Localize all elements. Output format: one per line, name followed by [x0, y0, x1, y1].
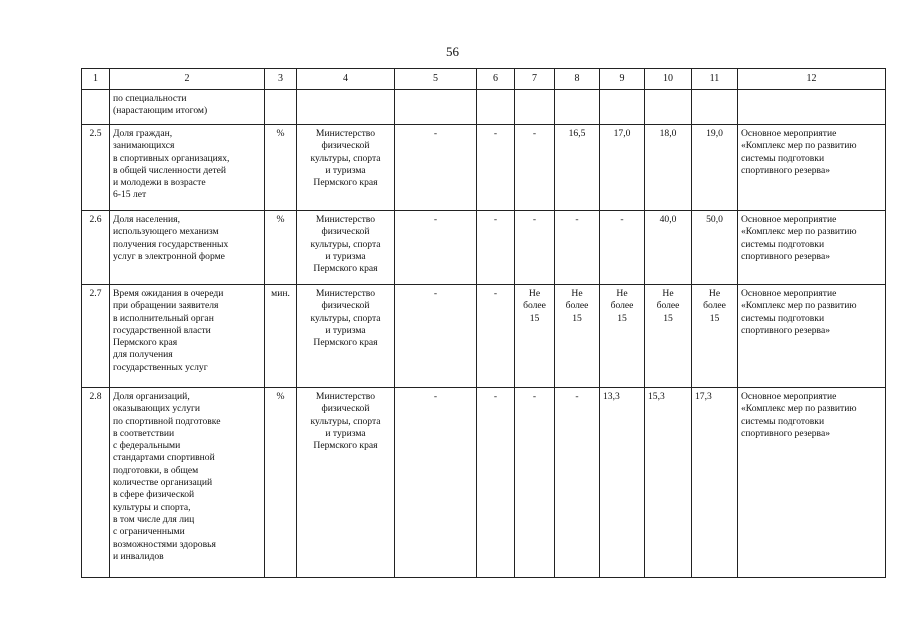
header-row: [82, 69, 886, 90]
table-row: [82, 388, 886, 578]
unit-cell: %: [265, 125, 297, 211]
value-cell: 19,0: [692, 125, 738, 211]
indicator-name-cell: Доля организаций, оказывающих услуги по спортивной подготовке в соответствии с федеральными стандартами спортивной подготовки, в общем количестве организаций в сфере физической культуры и спорта, в том числе для лиц с ограниченными возможностями здоровья и инвалидов: [110, 388, 265, 578]
value-cell: -: [515, 388, 555, 578]
value-cell: -: [477, 285, 515, 388]
header-cell: 7: [515, 69, 555, 90]
value-cell: [645, 90, 692, 125]
continuation-row: [82, 90, 886, 125]
value-cell: -: [395, 211, 477, 285]
header-cell: 11: [692, 69, 738, 90]
row-number-cell: 2.8: [82, 388, 110, 578]
value-cell: [600, 90, 645, 125]
value-cell: -: [515, 211, 555, 285]
header-cell: 2: [110, 69, 265, 90]
header-cell: 9: [600, 69, 645, 90]
header-cell: 4: [297, 69, 395, 90]
value-cell: [477, 90, 515, 125]
value-cell: -: [477, 388, 515, 578]
table-row: [82, 125, 886, 211]
measure-cell: [738, 90, 886, 125]
page-number: 56: [446, 44, 459, 59]
header-cell: 8: [555, 69, 600, 90]
row-number-cell: 2.7: [82, 285, 110, 388]
row-number-cell: [82, 90, 110, 125]
value-cell: -: [515, 125, 555, 211]
value-cell: Не более 15: [645, 285, 692, 388]
executor-cell: Министерство физической культуры, спорта и туризма Пермского края: [297, 125, 395, 211]
unit-cell: [265, 90, 297, 125]
executor-cell: Министерство физической культуры, спорта и туризма Пермского края: [297, 211, 395, 285]
value-cell: [555, 90, 600, 125]
executor-cell: [297, 90, 395, 125]
unit-cell: мин.: [265, 285, 297, 388]
indicator-name-cell: Доля населения, использующего механизм получения государственных услуг в электронной форме: [110, 211, 265, 285]
value-cell: -: [395, 388, 477, 578]
value-cell: [692, 90, 738, 125]
value-cell: 18,0: [645, 125, 692, 211]
executor-cell: Министерство физической культуры, спорта и туризма Пермского края: [297, 285, 395, 388]
indicator-name-cell: Время ожидания в очереди при обращении заявителя в исполнительный орган государственной власти Пермского края для получения государственных услуг: [110, 285, 265, 388]
header-cell: 1: [82, 69, 110, 90]
row-number-cell: 2.6: [82, 211, 110, 285]
indicator-name-cell: Доля граждан, занимающихся в спортивных организациях, в общей численности детей и молодежи в возрасте 6-15 лет: [110, 125, 265, 211]
header-cell: 3: [265, 69, 297, 90]
value-cell: 40,0: [645, 211, 692, 285]
value-cell: Не более 15: [515, 285, 555, 388]
measure-cell: Основное мероприятие «Комплекс мер по развитию системы подготовки спортивного резерва»: [738, 285, 886, 388]
measure-cell: Основное мероприятие «Комплекс мер по развитию системы подготовки спортивного резерва»: [738, 211, 886, 285]
value-cell: -: [395, 125, 477, 211]
indicator-name-cell: по специальности (нарастающим итогом): [110, 90, 265, 125]
header-cell: 5: [395, 69, 477, 90]
value-cell: Не более 15: [600, 285, 645, 388]
value-cell: -: [395, 285, 477, 388]
measure-cell: Основное мероприятие «Комплекс мер по развитию системы подготовки спортивного резерва»: [738, 125, 886, 211]
value-cell: [515, 90, 555, 125]
value-cell: 50,0: [692, 211, 738, 285]
value-cell: -: [600, 211, 645, 285]
value-cell: -: [555, 388, 600, 578]
value-cell: -: [477, 125, 515, 211]
value-cell: 16,5: [555, 125, 600, 211]
header-cell: 6: [477, 69, 515, 90]
value-cell: -: [555, 211, 600, 285]
value-cell: Не более 15: [555, 285, 600, 388]
measure-cell: Основное мероприятие «Комплекс мер по развитию системы подготовки спортивного резерва»: [738, 388, 886, 578]
value-cell: 17,0: [600, 125, 645, 211]
table-row: [82, 211, 886, 285]
value-cell: 17,3: [692, 388, 738, 578]
header-cell: 12: [738, 69, 886, 90]
value-cell: -: [477, 211, 515, 285]
unit-cell: %: [265, 388, 297, 578]
executor-cell: Министерство физической культуры, спорта и туризма Пермского края: [297, 388, 395, 578]
value-cell: Не более 15: [692, 285, 738, 388]
row-number-cell: 2.5: [82, 125, 110, 211]
value-cell: [395, 90, 477, 125]
table-row: [82, 285, 886, 388]
unit-cell: %: [265, 211, 297, 285]
value-cell: 15,3: [645, 388, 692, 578]
header-cell: 10: [645, 69, 692, 90]
indicators-table: [81, 68, 886, 578]
value-cell: 13,3: [600, 388, 645, 578]
